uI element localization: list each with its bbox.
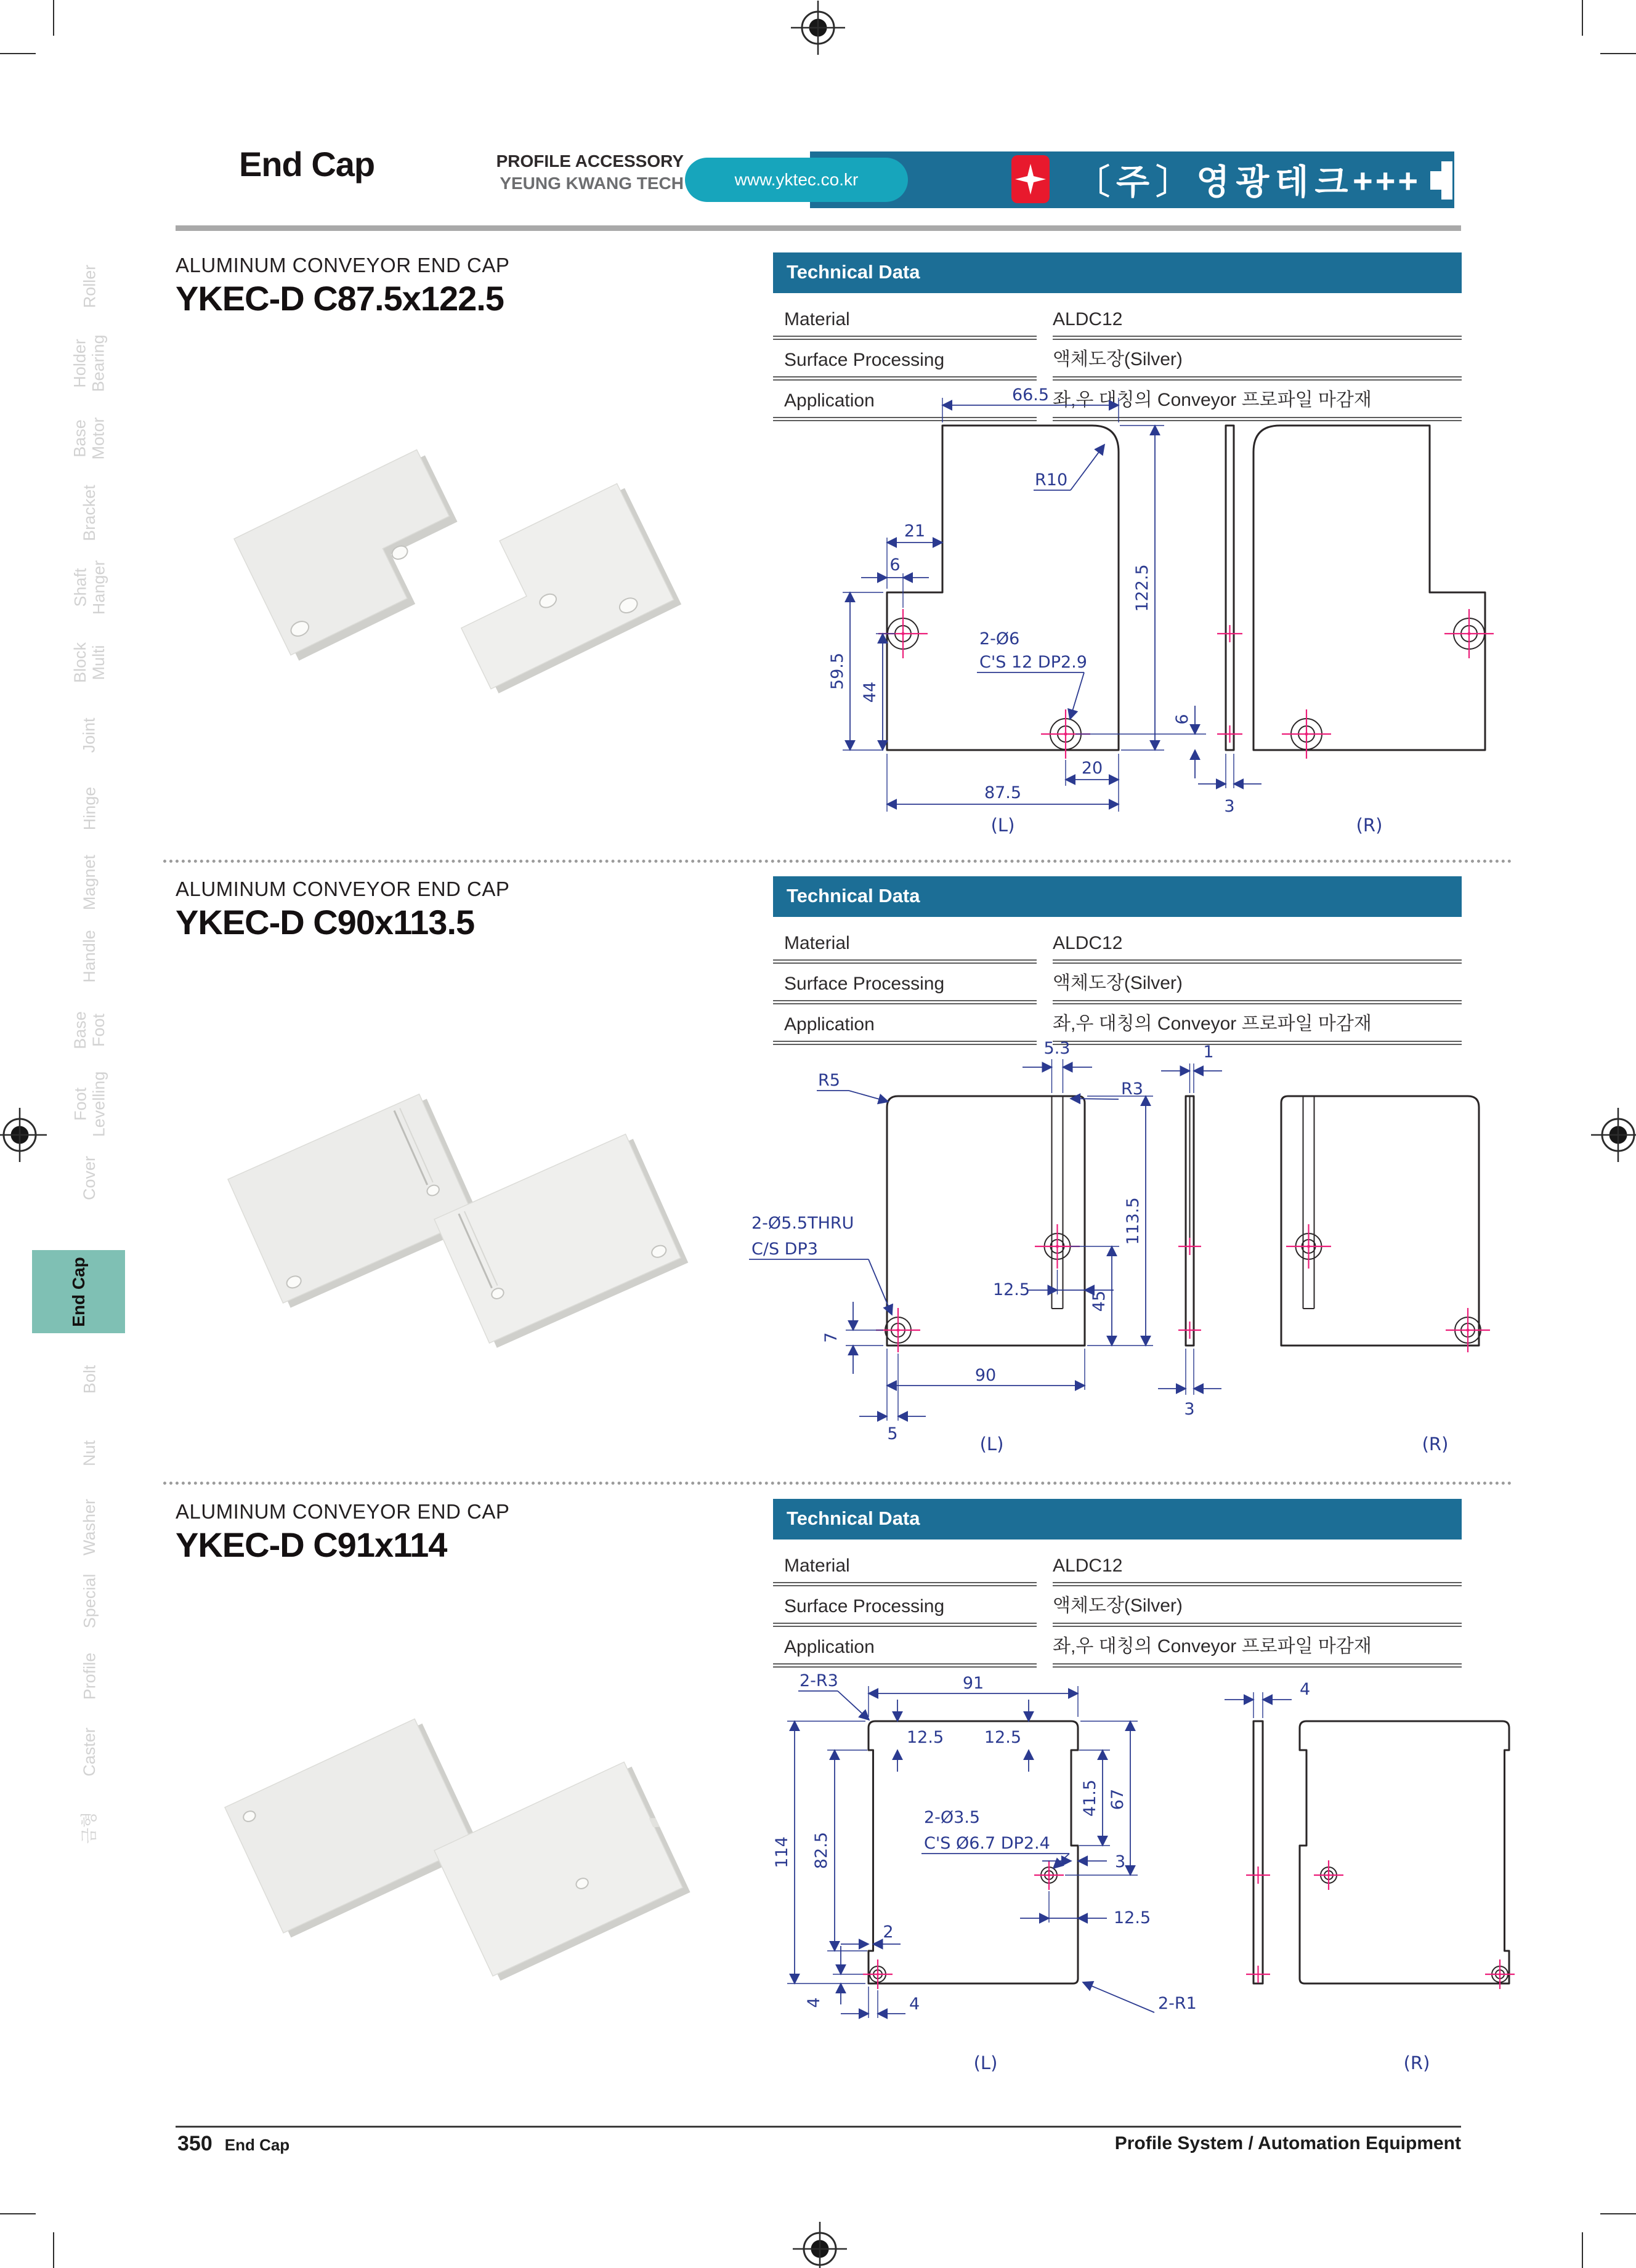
table-row (773, 340, 1462, 381)
registration-mark-icon (1590, 1107, 1636, 1163)
dim-hole1-x: 12.5 (1114, 1908, 1151, 1927)
row-label: Application (773, 390, 1037, 421)
dim-step-width: 21 (904, 522, 926, 541)
sidebar-item-hinge[interactable] (43, 769, 136, 849)
sidebar-label: Nut (80, 1440, 99, 1467)
view-label-right: (R) (1403, 2052, 1430, 2073)
dim-hole2-x: 4 (909, 1995, 920, 2014)
row-label: Application (773, 1637, 1037, 1668)
row-value: 액체도장(Silver) (1053, 344, 1462, 381)
row-label: Material (773, 1556, 1037, 1586)
sidebar-label: Handle (80, 930, 99, 983)
row-label: Surface Processing (773, 1596, 1037, 1627)
section1-category: ALUMINUM CONVEYOR END CAP (176, 254, 510, 276)
sidebar-item-joint[interactable] (43, 695, 136, 775)
engineering-drawing (795, 387, 1515, 836)
crop-mark (53, 2232, 54, 2268)
dim-thickness: 3 (1224, 797, 1235, 816)
crop-mark (1600, 53, 1636, 54)
tagline-line2: YEUNG KWANG TECH (500, 174, 684, 193)
row-label: Surface Processing (773, 974, 1037, 1004)
sidebar-item-multi-block[interactable] (43, 623, 136, 703)
section3-model: YKEC-D C91x114 (176, 1525, 447, 1564)
brand-bar-notch (1441, 161, 1452, 200)
dim-hole2-x: 5 (887, 1424, 898, 1443)
dim-band-left: 12.5 (907, 1728, 944, 1747)
product-photo (169, 1657, 730, 2026)
section3-category: ALUMINUM CONVEYOR END CAP (176, 1500, 510, 1523)
technical-data-header: Technical Data (773, 1499, 1462, 1540)
sidebar-item-washer[interactable] (43, 1487, 136, 1567)
section2-category: ALUMINUM CONVEYOR END CAP (176, 878, 510, 900)
sidebar-label: Special (80, 1573, 99, 1629)
row-value: 액체도장(Silver) (1053, 1590, 1462, 1627)
crop-mark (0, 53, 36, 54)
table-row (773, 964, 1462, 1004)
hole-note-1: 2-Ø6 (979, 629, 1020, 648)
sidebar-item-magnet[interactable] (43, 842, 136, 922)
section1-model: YKEC-D C87.5x122.5 (176, 279, 504, 318)
row-value: 좌,우 대칭의 Conveyor 프로파일 마감재 (1053, 384, 1462, 421)
table-row (773, 1546, 1462, 1586)
row-value: 좌,우 대칭의 Conveyor 프로파일 마감재 (1053, 1008, 1462, 1045)
sidebar-item-bolt[interactable] (43, 1339, 136, 1419)
dim-hole2-x: 20 (1081, 759, 1103, 778)
engineering-drawing (727, 1025, 1515, 1456)
hole-note-1: 2-Ø3.5 (924, 1808, 981, 1827)
sidebar-item-roller[interactable] (43, 246, 136, 326)
company-logo-icon (1011, 155, 1050, 203)
technical-data-header: Technical Data (773, 876, 1462, 917)
view-label-left: (L) (979, 1434, 1004, 1455)
sidebar-item-mold[interactable] (43, 1788, 136, 1868)
brand-bar-notch (1430, 171, 1441, 190)
dim-corner-right: R3 (1121, 1080, 1143, 1099)
hole-note-2: C/S DP3 (751, 1240, 818, 1259)
row-value: ALDC12 (1053, 1556, 1462, 1586)
sidebar-label: Motor (89, 417, 108, 460)
sidebar-label: Multi (89, 645, 108, 680)
dim-hole1-y: 44 (861, 681, 880, 703)
sidebar-label: Block (71, 642, 89, 684)
sidebar-label: Foot (70, 1087, 89, 1121)
dim-corner-left: R5 (818, 1071, 840, 1090)
table-row (773, 1586, 1462, 1627)
dim-inset: 2 (883, 1923, 894, 1942)
sidebar-item-foot-base[interactable] (43, 990, 136, 1070)
dim-corner-bottom: 2-R1 (1158, 1994, 1197, 2013)
dim-hole1-y: 67 (1108, 1788, 1127, 1810)
hole-note-1: 2-Ø5.5THRU (751, 1214, 854, 1233)
registration-mark-icon (790, 0, 846, 55)
sidebar-label: End Cap (68, 1256, 88, 1327)
row-value: ALDC12 (1053, 933, 1462, 964)
sidebar-item-bracket[interactable] (43, 473, 136, 553)
section2-technical-data-table (773, 876, 1462, 1045)
crop-mark (0, 2213, 36, 2214)
page-title: End Cap (239, 145, 375, 184)
view-label-right: (R) (1356, 815, 1383, 836)
sidebar-item-motor-base[interactable] (43, 398, 136, 478)
sidebar-label: Holder (70, 339, 89, 388)
dim-slot-width: 5.3 (1043, 1039, 1071, 1058)
logo-plus-marks: +++ (1353, 161, 1421, 200)
dim-slot-x: 12.5 (992, 1280, 1031, 1299)
sidebar-item-bearing-holder[interactable] (43, 323, 136, 403)
sidebar-item-special[interactable] (43, 1561, 136, 1641)
sidebar-label: Shaft (71, 568, 89, 607)
footer-tagline: Profile System / Automation Equipment (1114, 2133, 1461, 2153)
crop-mark (53, 0, 54, 36)
sidebar-item-hanger-shaft[interactable] (43, 547, 136, 628)
sidebar-label: Magnet (80, 854, 99, 911)
registration-mark-icon (792, 2221, 848, 2268)
dim-height: 122.5 (1133, 564, 1152, 612)
row-value: 액체도장(Silver) (1053, 967, 1462, 1004)
company-name: 〔주〕영광테크 (1075, 163, 1355, 201)
sidebar-label: Base (70, 1011, 89, 1049)
row-label: Material (773, 309, 1037, 340)
dim-body-h: 82.5 (812, 1831, 831, 1870)
sidebar-label: Caster (80, 1727, 99, 1777)
section-separator (163, 1482, 1512, 1485)
crop-mark (1600, 2213, 1636, 2214)
row-label: Material (773, 933, 1037, 964)
dim-hole2-y: 7 (822, 1332, 841, 1343)
view-label-left: (L) (973, 2052, 998, 2073)
header-rule (176, 225, 1461, 231)
row-label: Application (773, 1014, 1037, 1045)
row-value: ALDC12 (1053, 309, 1462, 340)
technical-data-header: Technical Data (773, 252, 1462, 293)
dim-notch-d: 3 (1115, 1852, 1126, 1871)
dim-hole1-y: 45 (1090, 1290, 1109, 1312)
product-photo (169, 388, 730, 745)
sidebar-item-end-cap-active[interactable] (32, 1250, 125, 1333)
sidebar-item-handle[interactable] (43, 916, 136, 996)
row-value: 좌,우 대칭의 Conveyor 프로파일 마감재 (1053, 1631, 1462, 1668)
section2-model: YKEC-D C90x113.5 (176, 903, 475, 942)
dim-step-height: 59.5 (828, 652, 847, 690)
dim-width: 87.5 (984, 783, 1022, 802)
dim-thickness: 3 (1184, 1400, 1195, 1419)
dim-height: 113.5 (1124, 1197, 1143, 1245)
dim-top-width: 66.5 (1011, 387, 1050, 405)
dim-width: 90 (974, 1366, 997, 1385)
sidebar-label: Hanger (89, 560, 108, 615)
dim-band-right: 12.5 (984, 1728, 1021, 1747)
footer-rule (176, 2126, 1461, 2128)
product-photo (169, 1035, 730, 1392)
sidebar-label: Cover (80, 1155, 99, 1201)
dim-width: 91 (962, 1674, 984, 1693)
sidebar-label: Profile (80, 1652, 99, 1700)
website-link[interactable]: www.yktec.co.kr (685, 158, 908, 202)
hole-note-2: C'S 12 DP2.9 (979, 653, 1087, 672)
view-label-right: (R) (1422, 1434, 1449, 1455)
sidebar-item-levelling-foot[interactable] (43, 1064, 136, 1144)
sidebar-label: Base (71, 419, 89, 458)
sidebar-label: Bolt (80, 1365, 99, 1394)
dim-side-step: 1 (1203, 1043, 1214, 1062)
sidebar-item-profile[interactable] (43, 1636, 136, 1716)
section-separator (163, 860, 1512, 863)
crop-mark (1582, 2232, 1583, 2268)
sidebar-label: Joint (79, 717, 99, 753)
hole-note-2: C'S Ø6.7 DP2.4 (924, 1834, 1050, 1853)
dim-hole2-y: 6 (1173, 714, 1192, 725)
sidebar-label: Roller (80, 264, 99, 309)
row-label: Surface Processing (773, 350, 1037, 381)
sidebar-label: Hinge (79, 786, 99, 831)
footer-left (177, 2132, 290, 2156)
dim-corner-top: 2-R3 (800, 1671, 838, 1690)
sidebar-label: Bearing (89, 334, 108, 392)
dim-height: 114 (772, 1836, 792, 1868)
engineering-drawing (727, 1638, 1515, 2081)
dim-notch-h: 41.5 (1080, 1779, 1099, 1817)
table-row (773, 923, 1462, 964)
sidebar-item-nut[interactable] (43, 1413, 136, 1493)
registration-mark-icon (0, 1107, 47, 1163)
dim-hole1-x: 6 (889, 555, 901, 575)
crop-mark (1582, 0, 1583, 36)
sidebar-label: 금형 (79, 1811, 99, 1844)
tagline-line1: PROFILE ACCESSORY (496, 151, 684, 171)
sidebar-item-caster[interactable] (43, 1712, 136, 1792)
sidebar-label: Foot (89, 1013, 108, 1047)
sidebar-item-cover[interactable] (43, 1138, 136, 1218)
dim-corner-radius: R10 (1035, 470, 1068, 490)
sidebar-label: Levelling (89, 1071, 108, 1137)
sidebar-label: Washer (80, 1498, 99, 1556)
sidebar-label: Bracket (79, 485, 99, 541)
brand-tagline (425, 150, 684, 195)
table-row (773, 299, 1462, 340)
page-number: 350 (177, 2132, 213, 2155)
view-label-left: (L) (990, 815, 1015, 836)
dim-thickness: 4 (1300, 1680, 1311, 1699)
footer-section-name: End Cap (224, 2136, 290, 2154)
dim-hole2-y: 4 (804, 1997, 824, 2008)
